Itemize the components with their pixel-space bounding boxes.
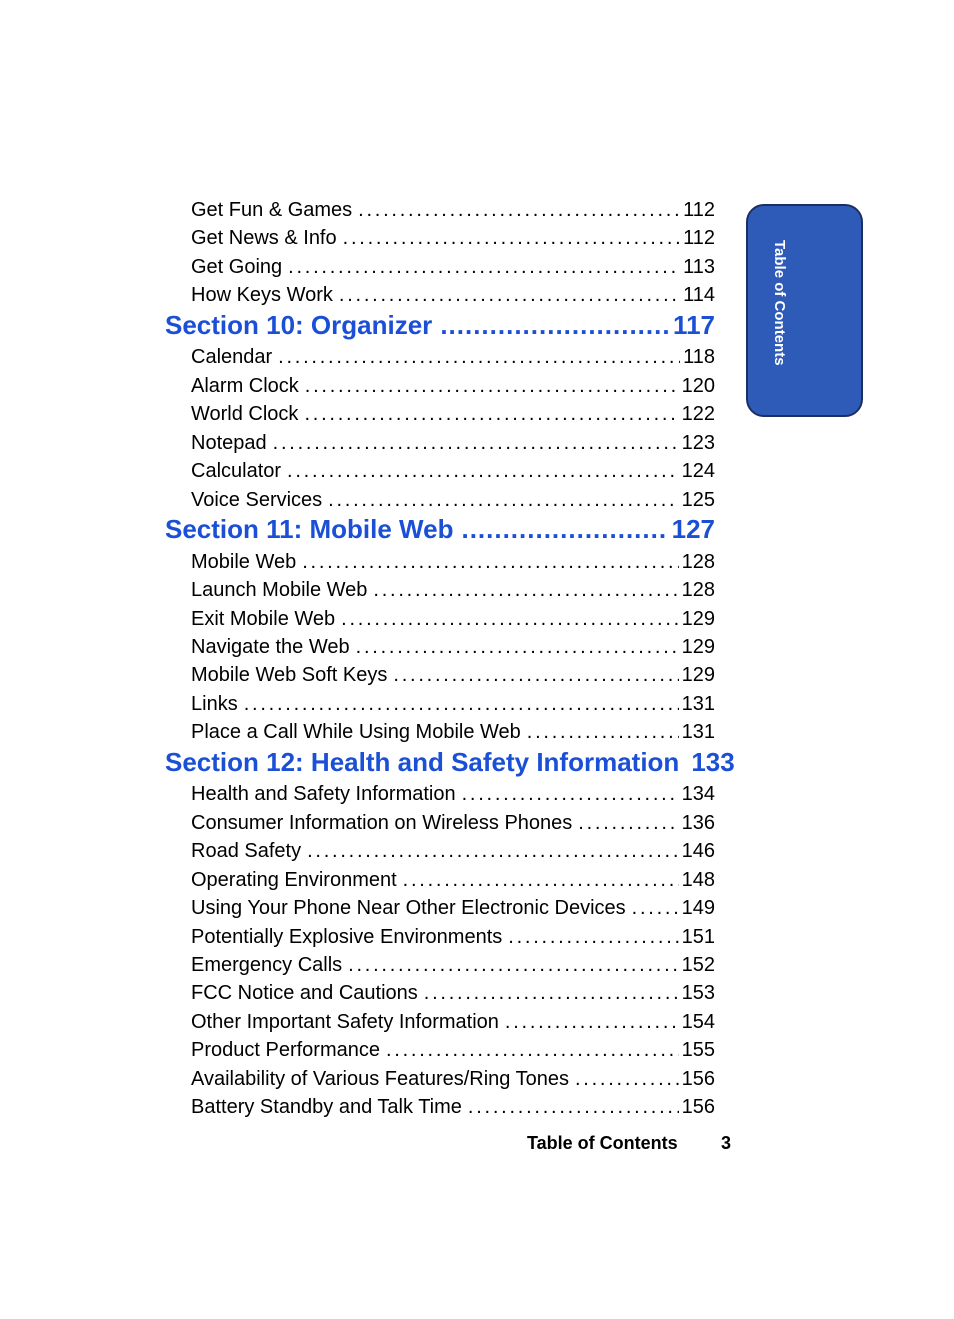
toc-entry-page: 129 (681, 664, 715, 686)
toc-entry-page: 123 (681, 432, 715, 454)
toc-entry-alarm-clock[interactable] (191, 372, 715, 400)
toc-entry-page: 122 (681, 403, 715, 425)
dot-leader (328, 486, 678, 514)
toc-entry-page: 152 (681, 954, 715, 976)
dot-leader (244, 690, 679, 718)
toc-entry-page: 131 (681, 693, 715, 715)
section-heading-mobile-web[interactable] (165, 512, 715, 546)
toc-entry-page: 149 (681, 897, 715, 919)
toc-entry-title: World Clock (191, 403, 299, 425)
section-title: Section 10: Organizer (165, 310, 433, 340)
toc-entry-how-keys-work[interactable] (191, 281, 715, 309)
toc-entry-navigate-the-web[interactable] (191, 633, 715, 661)
toc-entry-title: Health and Safety Information (191, 783, 456, 805)
toc-entry-title: Calculator (191, 460, 282, 482)
toc-entry-title: Consumer Information on Wireless Phones (191, 812, 573, 834)
toc-entry-explosive-environments[interactable] (191, 923, 715, 951)
dot-leader (527, 718, 679, 746)
toc-entry-availability-features[interactable] (191, 1065, 715, 1093)
toc-entry-page: 155 (681, 1039, 715, 1061)
toc-entry-page: 118 (683, 346, 715, 368)
dot-leader (356, 633, 679, 661)
toc-entry-page: 151 (681, 926, 715, 948)
section-heading-health-safety[interactable] (165, 745, 735, 779)
toc-entry-title: Links (191, 693, 238, 715)
dot-leader (343, 224, 680, 252)
dot-leader (348, 951, 678, 979)
toc-entry-get-fun-games[interactable] (191, 196, 715, 224)
dot-leader (287, 457, 679, 485)
toc-entry-page: 131 (681, 721, 715, 743)
dot-leader (358, 196, 680, 224)
toc-entry-road-safety[interactable] (191, 837, 715, 865)
dot-leader (440, 308, 669, 342)
toc-entry-voice-services[interactable] (191, 486, 715, 514)
toc-entry-other-safety[interactable] (191, 1008, 715, 1036)
toc-entry-title: Alarm Clock (191, 375, 299, 397)
toc-entry-title: Battery Standby and Talk Time (191, 1096, 462, 1118)
toc-entry-links[interactable] (191, 690, 715, 718)
toc-entry-title: Voice Services (191, 489, 323, 511)
toc-entry-title: Calendar (191, 346, 273, 368)
toc-entry-fcc-notice[interactable] (191, 979, 715, 1007)
dot-leader (273, 429, 679, 457)
toc-entry-emergency-calls[interactable] (191, 951, 715, 979)
dot-leader (403, 866, 679, 894)
dot-leader (304, 400, 678, 428)
dot-leader (305, 372, 679, 400)
section-page: 117 (673, 310, 715, 340)
dot-leader (278, 343, 680, 371)
toc-entry-mobile-web[interactable] (191, 548, 715, 576)
toc-entry-product-performance[interactable] (191, 1036, 715, 1064)
toc-entry-title: Mobile Web Soft Keys (191, 664, 388, 686)
toc-entry-title: Navigate the Web (191, 636, 350, 658)
toc-entry-title: Other Important Safety Information (191, 1011, 499, 1033)
dot-leader (462, 780, 679, 808)
toc-entry-title: Exit Mobile Web (191, 608, 336, 630)
toc-entry-title: Mobile Web (191, 551, 297, 573)
toc-entry-page: 129 (681, 636, 715, 658)
toc-entry-title: How Keys Work (191, 284, 333, 306)
toc-entry-exit-mobile-web[interactable] (191, 605, 715, 633)
toc-entry-calculator[interactable] (191, 457, 715, 485)
toc-entry-title: Product Performance (191, 1039, 380, 1061)
dot-leader (424, 979, 679, 1007)
toc-entry-place-call-mobile-web[interactable] (191, 718, 715, 746)
toc-entry-page: 153 (681, 982, 715, 1004)
toc-entry-calendar[interactable] (191, 343, 715, 371)
dot-leader (578, 809, 678, 837)
section-page: 133 (691, 747, 735, 777)
toc-entry-title: Emergency Calls (191, 954, 343, 976)
toc-entry-health-safety-information[interactable] (191, 780, 715, 808)
dot-leader (373, 576, 678, 604)
toc-entry-page: 156 (681, 1096, 715, 1118)
page-number: 3 (721, 1133, 732, 1153)
section-heading-organizer[interactable] (165, 308, 715, 342)
toc-entry-page: 114 (683, 284, 715, 306)
toc-entry-notepad[interactable] (191, 429, 715, 457)
dot-leader (339, 281, 680, 309)
dot-leader (302, 548, 678, 576)
toc-entry-get-going[interactable] (191, 253, 715, 281)
toc-entry-page: 134 (681, 783, 715, 805)
toc-entry-launch-mobile-web[interactable] (191, 576, 715, 604)
dot-leader (393, 661, 678, 689)
toc-entry-title: Launch Mobile Web (191, 579, 368, 601)
toc-entry-consumer-information[interactable] (191, 809, 715, 837)
toc-entry-page: 125 (681, 489, 715, 511)
toc-entry-title: Potentially Explosive Environments (191, 926, 503, 948)
dot-leader (468, 1093, 679, 1121)
dot-leader (508, 923, 678, 951)
toc-entry-title: Operating Environment (191, 869, 397, 891)
dot-leader (386, 1036, 679, 1064)
toc-entry-page: 129 (681, 608, 715, 630)
toc-entry-operating-environment[interactable] (191, 866, 715, 894)
toc-entry-title: Using Your Phone Near Other Electronic Devices (191, 897, 626, 919)
toc-entry-battery-standby[interactable] (191, 1093, 715, 1121)
toc-entry-page: 136 (681, 812, 715, 834)
toc-entry-page: 156 (681, 1068, 715, 1090)
toc-entry-page: 148 (681, 869, 715, 891)
toc-entry-mobile-web-soft-keys[interactable] (191, 661, 715, 689)
toc-entry-title: Availability of Various Features/Ring Tones (191, 1068, 569, 1090)
section-page: 127 (671, 514, 715, 544)
toc-entry-electronic-devices[interactable] (191, 894, 715, 922)
toc-entry-title: FCC Notice and Cautions (191, 982, 418, 1004)
toc-entry-page: 128 (681, 551, 715, 573)
section-title: Section 12: Health and Safety Information (165, 747, 680, 777)
dot-leader (505, 1008, 679, 1036)
footer-title: Table of Contents (527, 1133, 678, 1153)
toc-entry-page: 146 (681, 840, 715, 862)
toc-entry-title: Place a Call While Using Mobile Web (191, 721, 521, 743)
toc-entry-page: 128 (681, 579, 715, 601)
side-tab-label: Table of Contents (771, 240, 788, 366)
toc-entry-page: 113 (683, 256, 715, 278)
side-tab[interactable] (746, 204, 863, 417)
dot-leader (632, 894, 679, 922)
toc-entry-page: 124 (681, 460, 715, 482)
dot-leader (288, 253, 680, 281)
toc-entry-title: Get Fun & Games (191, 199, 353, 221)
section-title: Section 11: Mobile Web (165, 514, 454, 544)
dot-leader (341, 605, 678, 633)
toc-entry-title: Road Safety (191, 840, 302, 862)
toc-entry-title: Get News & Info (191, 227, 337, 249)
toc-entry-page: 112 (683, 199, 715, 221)
toc-entry-world-clock[interactable] (191, 400, 715, 428)
toc-entry-title: Get Going (191, 256, 283, 278)
dot-leader (575, 1065, 679, 1093)
toc-entry-page: 120 (681, 375, 715, 397)
toc-entry-page: 154 (681, 1011, 715, 1033)
dot-leader (461, 512, 667, 546)
toc-entry-title: Notepad (191, 432, 267, 454)
toc-entry-get-news-info[interactable] (191, 224, 715, 252)
dot-leader (307, 837, 679, 865)
toc-entry-page: 112 (683, 227, 715, 249)
